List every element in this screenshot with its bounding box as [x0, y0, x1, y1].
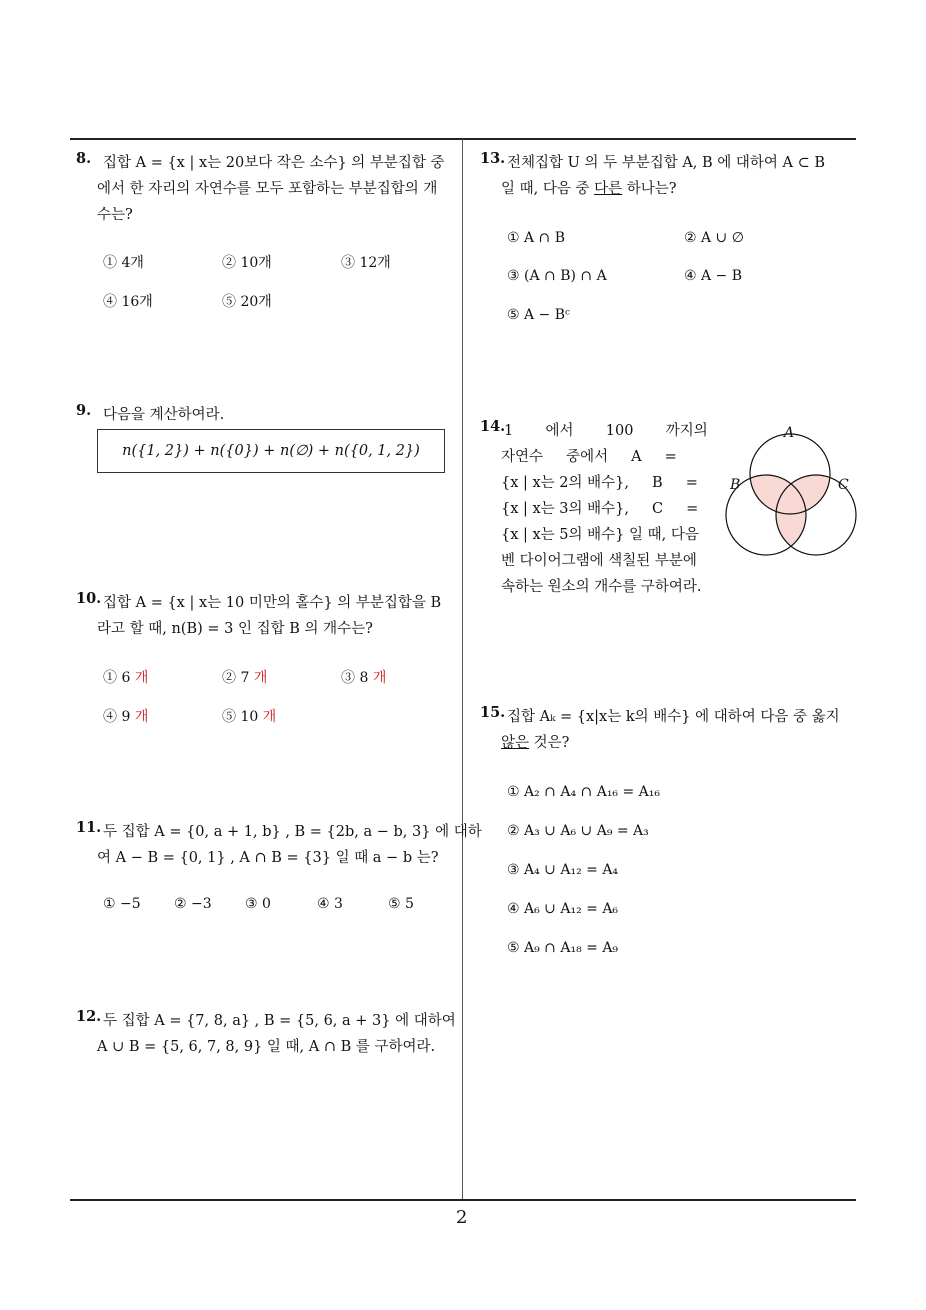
question-number: 11. — [76, 819, 102, 836]
question-number: 12. — [76, 1008, 102, 1025]
underlined-word: 다른 — [594, 181, 623, 197]
question-text: 전체집합 U 의 두 부분집합 A, B 에 대하여 A ⊂ B — [507, 155, 826, 171]
option-2[interactable]: ② 10개 — [222, 255, 272, 271]
option-unit: 개 — [134, 670, 149, 686]
option-label: ④ 9 — [103, 709, 131, 725]
question-text: 다음을 계산하여라. — [103, 407, 225, 423]
question-number: 8. — [76, 150, 92, 167]
option-1[interactable]: ① A ∩ B — [507, 230, 566, 246]
question-text: 1 에서 100 까지의 — [504, 423, 708, 439]
question-text: 두 집합 A = {7, 8, a} , B = {5, 6, a + 3} 에 대하여 — [103, 1013, 456, 1029]
question-text: 여 A − B = {0, 1} , A ∩ B = {3} 일 때 a − b 는? — [97, 850, 439, 866]
venn-label-c: C — [838, 477, 849, 493]
option-2[interactable] — [222, 667, 267, 687]
page-number: 2 — [456, 1207, 468, 1228]
option-label: ① 6 — [103, 670, 131, 686]
text-part: 하나는? — [622, 181, 677, 197]
expression-box — [97, 429, 445, 473]
option-4[interactable]: ④ 16개 — [103, 294, 153, 310]
option-2[interactable]: ② −3 — [174, 896, 212, 912]
question-text: 에서 한 자리의 자연수를 모두 포함하는 부분집합의 개 — [97, 181, 438, 197]
option-label: ② 7 — [222, 670, 250, 686]
question-text: 속하는 원소의 개수를 구하여라. — [501, 579, 702, 595]
underlined-word: 않은 — [501, 735, 530, 751]
option-2[interactable]: ② A ∪ ∅ — [684, 230, 744, 246]
question-number: 10. — [76, 590, 102, 607]
expression: n({1, 2}) + n({0}) + n(∅) + n({0, 1, 2}) — [122, 443, 420, 459]
venn-diagram — [718, 418, 864, 562]
venn-label-b: B — [730, 477, 741, 493]
option-3[interactable]: ③ 0 — [245, 896, 271, 912]
question-text: 집합 A = {x | x는 20보다 작은 소수} 의 부분집합 중 — [103, 155, 445, 171]
option-4[interactable]: ④ A₆ ∪ A₁₂ = A₆ — [507, 901, 619, 917]
option-1[interactable]: ① A₂ ∩ A₄ ∩ A₁₆ = A₁₆ — [507, 784, 661, 800]
option-3[interactable]: ③ A₄ ∪ A₁₂ = A₄ — [507, 862, 619, 878]
question-number: 14. — [480, 418, 506, 435]
option-label: ③ 8 — [341, 670, 369, 686]
option-unit: 개 — [372, 670, 387, 686]
question-text: {x | x는 2의 배수}, B = — [501, 475, 698, 491]
top-rule — [70, 138, 856, 140]
question-text: {x | x는 3의 배수}, C = — [501, 501, 699, 517]
option-unit: 개 — [253, 670, 268, 686]
question-number: 15. — [480, 704, 506, 721]
option-1[interactable]: ① 4개 — [103, 255, 144, 271]
option-unit: 개 — [134, 709, 149, 725]
option-5[interactable]: ⑤ A₉ ∩ A₁₈ = A₉ — [507, 940, 619, 956]
question-number: 13. — [480, 150, 506, 167]
venn-label-a: A — [784, 425, 795, 441]
text-part: 것은? — [529, 735, 570, 751]
option-5[interactable] — [222, 706, 276, 726]
option-1[interactable] — [103, 667, 148, 687]
option-3[interactable]: ③ 12개 — [341, 255, 391, 271]
question-number: 9. — [76, 402, 92, 419]
option-4[interactable] — [103, 706, 148, 726]
option-4[interactable]: ④ A − B — [684, 268, 743, 284]
bottom-rule — [70, 1199, 856, 1201]
question-text: 자연수 중에서 A = — [501, 449, 677, 465]
column-divider — [462, 139, 463, 1201]
question-text: 집합 A = {x | x는 10 미만의 홀수} 의 부분집합을 B — [103, 595, 442, 611]
option-5[interactable]: ⑤ 5 — [388, 896, 414, 912]
option-5[interactable]: ⑤ A − Bᶜ — [507, 307, 570, 323]
question-text — [501, 731, 569, 752]
venn-shaded-region — [726, 475, 856, 555]
option-5[interactable]: ⑤ 20개 — [222, 294, 272, 310]
question-text — [501, 177, 677, 198]
question-text: {x | x는 5의 배수} 일 때, 다음 — [501, 527, 699, 543]
question-text: 집합 Aₖ = {x|x는 k의 배수} 에 대하여 다음 중 옳지 — [507, 709, 840, 725]
option-1[interactable]: ① −5 — [103, 896, 141, 912]
option-unit: 개 — [262, 709, 277, 725]
question-text: 벤 다이어그램에 색칠된 부분에 — [501, 553, 697, 569]
text-part: 일 때, 다음 중 — [501, 181, 595, 197]
option-2[interactable]: ② A₃ ∪ A₆ ∪ A₉ = A₃ — [507, 823, 649, 839]
question-text: 라고 할 때, n(B) = 3 인 집합 B 의 개수는? — [97, 621, 373, 637]
question-text: 두 집합 A = {0, a + 1, b} , B = {2b, a − b, 3} 에 대하 — [103, 824, 482, 840]
option-3[interactable]: ③ (A ∩ B) ∩ A — [507, 268, 607, 284]
question-text: 수는? — [97, 207, 133, 223]
question-text: A ∪ B = {5, 6, 7, 8, 9} 일 때, A ∩ B 를 구하여라. — [97, 1039, 436, 1055]
option-4[interactable]: ④ 3 — [317, 896, 343, 912]
option-label: ⑤ 10 — [222, 709, 259, 725]
option-3[interactable] — [341, 667, 386, 687]
